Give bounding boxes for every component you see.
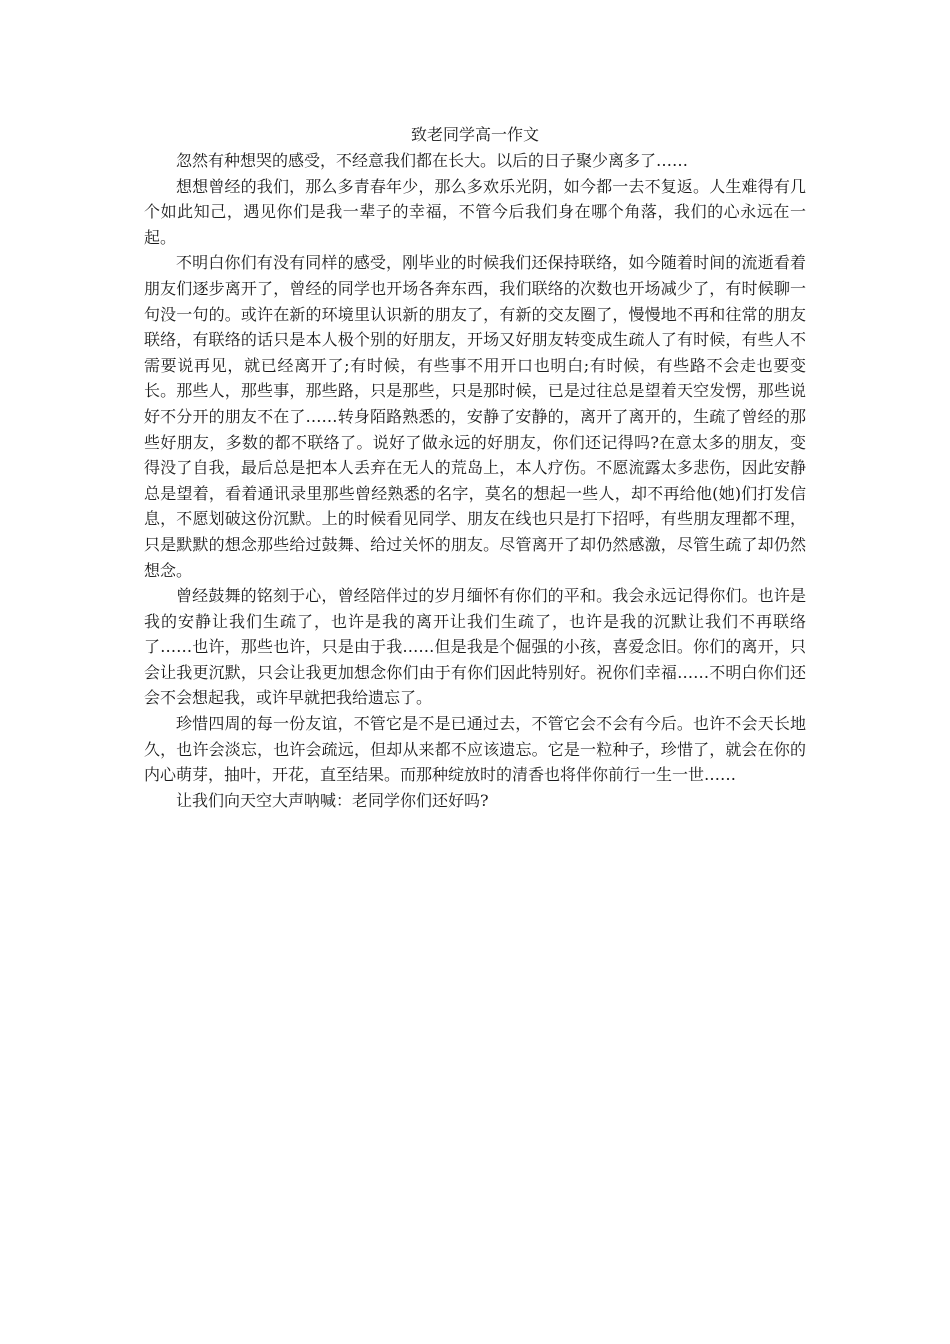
paragraph: 珍惜四周的每一份友谊，不管它是不是已通过去，不管它会不会有今后。也许不会天长地久，也许会淡忘，也许会疏远，但却从来都不应该遗忘。它是一粒种子，珍惜了，就会在你的内心萌芽，抽叶，开花，直至结果。而那种绽放时的清香也将伴你前行一生一世…… xyxy=(144,714,806,785)
document-title: 致老同学高一作文 xyxy=(410,125,539,144)
paragraph: 曾经鼓舞的铭刻于心，曾经陪伴过的岁月缅怀有你们的平和。我会永远记得你们。也许是我的安静让我们生疏了，也许是我的离开让我们生疏了，也许是我的沉默让我们不再联络了……也许，那些也许，只是由于我……但是我是个倔强的小孩，喜爱念旧。你们的离开，只会让我更沉默，只会让我更加想念你们由于有你们因此特别好。祝你们幸福……不明白你们还会不会想起我，或许早就把我给遗忘了。 xyxy=(144,586,806,708)
paragraph: 让我们向天空大声呐喊：老同学你们还好吗? xyxy=(176,790,489,810)
paragraph: 不明白你们有没有同样的感受，刚毕业的时候我们还保持联络，如今随着时间的流逝看着朋友们逐步离开了，曾经的同学也开场各奔东西，我们联络的次数也开场减少了，有时候聊一句没一句的。或许在新的环境里认识新的朋友了，有新的交友圈了，慢慢地不再和往常的朋友联络，有联络的话只是本人极个别的好朋友，开场又好朋友转变成生疏人了有时候，有些人不需要说再见，就已经离开了;有时候，有些事不用开口也明白;有时候，有些路不会走也要变长。那些人，那些事，那些路，只是那些，只是那时候，已是过往总是望着天空发愣，那些说好不分开的朋友不在了……转身陌路熟悉的，安静了安静的，离开了离开的，生疏了曾经的那些好朋友，多数的都不联络了。说好了做永远的好朋友，你们还记得吗?在意太多的朋友，变得没了自我，最后总是把本人丢弃在无人的荒岛上，本人疗伤。不愿流露太多悲伤，因此安静总是望着，看着通讯录里那些曾经熟悉的名字，莫名的想起一些人，却不再给他(她)们打发信息，不愿划破这份沉默。上的时候看见同学、朋友在线也只是打下招呼，有些朋友理都不理，只是默默的想念那些给过鼓舞、给过关怀的朋友。尽管离开了却仍然感激，尽管生疏了却仍然想念。 xyxy=(144,253,806,580)
paragraph: 忽然有种想哭的感受，不经意我们都在长大。以后的日子聚少离多了…… xyxy=(176,151,689,170)
paragraph: 想想曾经的我们，那么多青春年少，那么多欢乐光阴，如今都一去不复返。人生难得有几个如此知己，遇见你们是我一辈子的幸福，不管今后我们身在哪个角落，我们的心永远在一起。 xyxy=(144,176,806,247)
document-page xyxy=(144,122,806,813)
